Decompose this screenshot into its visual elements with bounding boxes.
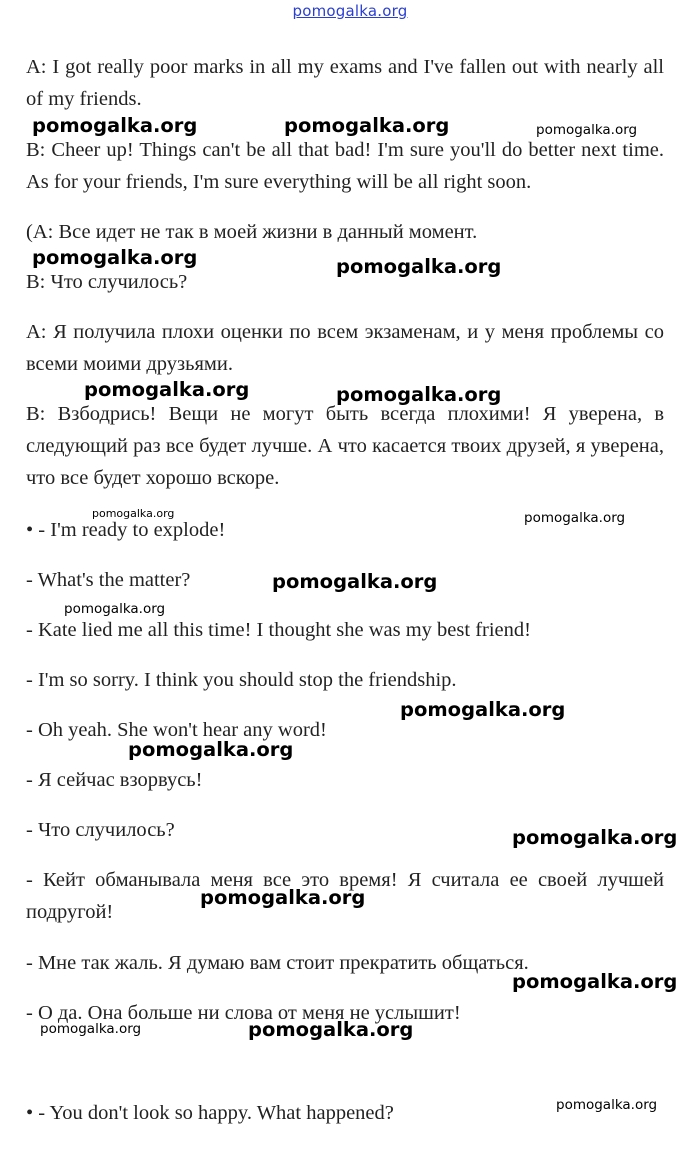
dialogue1-b-russian-question: B: Что случилось? xyxy=(26,271,188,293)
watermark: pomogalka.org xyxy=(32,114,198,137)
dialogue2-en-line: - What's the matter? xyxy=(26,569,191,591)
watermark: pomogalka.org xyxy=(400,698,566,721)
watermark: pomogalka.org xyxy=(128,738,294,761)
watermark: pomogalka.org xyxy=(272,570,438,593)
dialogue2-en-line: - Kate lied me all this time! I thought she was my best friend! xyxy=(26,619,531,641)
watermark: pomogalka.org xyxy=(336,383,502,406)
watermark: pomogalka.org xyxy=(84,378,250,401)
watermark: pomogalka.org xyxy=(40,1021,142,1037)
dialogue2-ru-line: - Кейт обманывала меня все это время! Я считала ее своей лучшей подругой! xyxy=(26,869,664,923)
watermark: pomogalka.org xyxy=(524,510,626,526)
watermark: pomogalka.org xyxy=(536,122,638,138)
watermark: pomogalka.org xyxy=(32,246,198,269)
dialogue2-en-line: • - I'm ready to explode! xyxy=(26,519,226,541)
dialogue1-a-russian-intro: (A: Все идет не так в моей жизни в данный момент. xyxy=(26,221,478,243)
watermark: pomogalka.org xyxy=(556,1097,658,1113)
dialogue2-en-line: - Oh yeah. She won't hear any word! xyxy=(26,719,327,741)
watermark: pomogalka.org xyxy=(284,114,450,137)
watermark: pomogalka.org xyxy=(336,255,502,278)
dialogue2-en-line: - I'm so sorry. I think you should stop the friendship. xyxy=(26,669,457,691)
watermark: pomogalka.org xyxy=(248,1018,414,1041)
watermark: pomogalka.org xyxy=(200,886,366,909)
watermark: pomogalka.org xyxy=(512,970,678,993)
dialogue1-b-english: B: Cheer up! Things can't be all that bad! I'm sure you'll do better next time. As for your friends, I'm sure everything will be all right soon. xyxy=(26,139,664,193)
dialogue1-b-russian: B: Взбодрись! Вещи не могут быть всегда плохими! Я уверена, в следующий раз все будет лучше. А что касается твоих друзей, я уверена, что все будет хорошо вскоре. xyxy=(26,403,664,489)
site-link[interactable]: pomogalka.org xyxy=(292,2,408,20)
watermark: pomogalka.org xyxy=(512,826,678,849)
dialogue2-ru-line: - Я сейчас взорвусь! xyxy=(26,769,203,791)
dialogue2-ru-line: - Что случилось? xyxy=(26,819,175,841)
watermark: pomogalka.org xyxy=(92,507,175,520)
watermark: pomogalka.org xyxy=(64,601,166,617)
dialogue1-a-english: A: I got really poor marks in all my exams and I've fallen out with nearly all of my friends. xyxy=(26,56,664,110)
dialogue3-first-line: • - You don't look so happy. What happened? xyxy=(26,1102,394,1124)
dialogue2-ru-line: - Мне так жаль. Я думаю вам стоит прекратить общаться. xyxy=(26,952,529,974)
dialogue1-a-russian: A: Я получила плохи оценки по всем экзаменам, и у меня проблемы со всеми моими друзьями. xyxy=(26,321,664,375)
dialogue2-ru-line: - О да. Она больше ни слова от меня не услышит! xyxy=(26,1002,461,1024)
